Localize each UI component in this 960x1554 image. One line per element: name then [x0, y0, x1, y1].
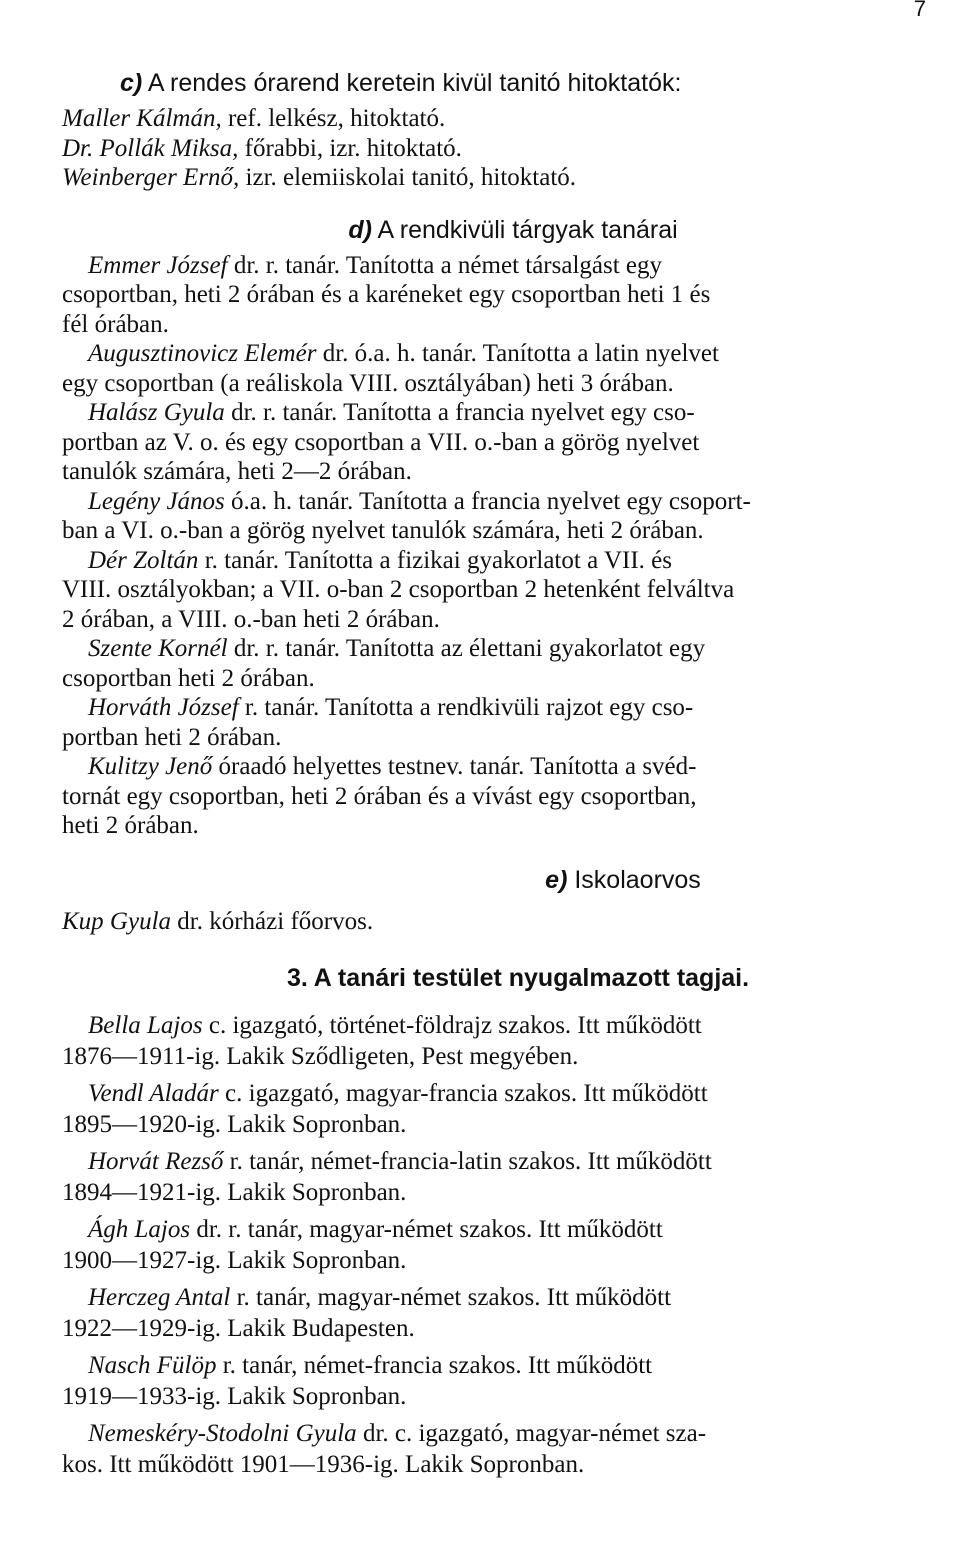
- teacher-name: Nemeskéry-Stodolni Gyula: [88, 1420, 357, 1447]
- section-c-list: [62, 104, 934, 193]
- teacher-name: Horvát Rezső: [88, 1148, 224, 1175]
- list-item: [62, 339, 934, 398]
- teacher-name: Ágh Lajos: [88, 1216, 191, 1243]
- entry-line: egy csoportban (a reáliskola VIII. osztályában) heti 3 órában.: [62, 369, 674, 397]
- entry-text: dr. r. tanár. Tanította a francia nyelvet egy cso-: [224, 399, 695, 426]
- entry-text: r. tanár. Tanította a rendkivüli rajzot egy cso-: [238, 694, 694, 721]
- list-item: [62, 752, 934, 841]
- teacher-name: Dér Zoltán: [88, 546, 199, 574]
- section-c-title: A rendes órarend keretein kivül tanitó hitoktatók:: [147, 69, 682, 97]
- entry-line: [62, 1214, 934, 1245]
- section-c-heading: [62, 62, 934, 104]
- entry-line: [62, 487, 934, 517]
- entry-line: [62, 1146, 934, 1177]
- list-item: [62, 134, 934, 164]
- entry-text: dr. r. tanár. Tanította a német társalgást egy: [227, 251, 663, 279]
- entry-text: dr. r. tanár, magyar-német szakos. Itt működött: [190, 1216, 663, 1243]
- entry-line: 1876—1911-ig. Lakik Sződligeten, Pest megyében.: [62, 1043, 579, 1070]
- list-item: [62, 1282, 934, 1344]
- list-item: [62, 1010, 934, 1072]
- entry-line: [62, 339, 934, 369]
- entry-line: kos. Itt működött 1901—1936-ig. Lakik Sopronban.: [62, 1451, 585, 1478]
- section-e-letter: e): [545, 865, 568, 894]
- entry-line: 1894—1921-ig. Lakik Sopronban.: [62, 1179, 407, 1206]
- entry-text: ó.a. h. tanár. Tanította a francia nyelvet egy csoport-: [224, 487, 751, 515]
- entry-text: ref. lelkész, hitoktató.: [221, 105, 446, 132]
- entry-line: [62, 1350, 934, 1381]
- entry-line: [62, 1078, 934, 1109]
- teacher-name: Maller Kálmán,: [62, 105, 222, 132]
- list-item: [62, 398, 934, 487]
- teacher-name: Vendl Aladár: [88, 1080, 219, 1107]
- section-3-title: 3. A tanári testület nyugalmazott tagjai.: [286, 964, 750, 992]
- entry-line: 1922—1929-ig. Lakik Budapesten.: [62, 1315, 415, 1342]
- entry-line: VIII. osztályokban; a VII. o-ban 2 csoportban 2 hetenként felváltva: [62, 576, 735, 603]
- entry-text: r. tanár, magyar-német szakos. Itt működött: [230, 1284, 672, 1311]
- section-c-letter: c): [120, 69, 143, 97]
- section-d-letter: d): [348, 215, 372, 244]
- entry-text: r. tanár, német-francia szakos. Itt működött: [216, 1352, 653, 1379]
- list-item: [62, 546, 934, 635]
- entry-line: csoportban, heti 2 órában és a karéneket egy csoportban heti 1 és: [62, 281, 711, 308]
- entry-text: r. tanár. Tanította a fizikai gyakorlatot a VII. és: [198, 546, 672, 574]
- entry-text: dr. kórházi főorvos.: [171, 907, 374, 935]
- entry-text: izr. elemiiskolai tanitó, hitoktató.: [239, 164, 577, 191]
- entry-line: [62, 693, 934, 723]
- entry-line: csoportban heti 2 órában.: [62, 664, 315, 692]
- teacher-name: Szente Kornél: [88, 635, 228, 662]
- list-item: [62, 487, 934, 546]
- entry-line: [62, 251, 934, 281]
- list-item: [62, 693, 934, 752]
- list-item: [62, 634, 934, 693]
- entry-line: ban a VI. o.-ban a görög nyelvet tanulók számára, heti 2 órában.: [62, 517, 704, 544]
- entry-line: 1900—1927-ig. Lakik Sopronban.: [62, 1247, 407, 1274]
- section-e-title: Iskolaorvos: [574, 865, 701, 894]
- teacher-name: Weinberger Ernő,: [62, 164, 240, 191]
- section-d-list: [62, 251, 934, 841]
- section-d-heading: [62, 209, 934, 251]
- entry-text: dr. c. igazgató, magyar-német sza-: [356, 1420, 707, 1447]
- teacher-name: Bella Lajos: [88, 1012, 203, 1039]
- doctor-name: Kup Gyula: [62, 907, 172, 935]
- entry-text: c. igazgató, magyar-francia szakos. Itt működött: [218, 1080, 708, 1107]
- entry-text: dr. r. tanár. Tanította az élettani gyakorlatot egy: [227, 635, 706, 662]
- entry-line: tornát egy csoportban, heti 2 órában és a vívást egy csoportban,: [62, 782, 697, 810]
- list-item: [62, 104, 934, 134]
- entry-text: r. tanár, német-francia-latin szakos. Itt működött: [223, 1148, 712, 1175]
- entry-line: portban heti 2 órában.: [62, 723, 282, 751]
- entry-line: [62, 1010, 934, 1041]
- entry-line: [62, 1418, 934, 1449]
- entry-line: fél órában.: [62, 310, 169, 338]
- entry-line: heti 2 órában.: [62, 812, 199, 839]
- section-e-heading: [62, 859, 934, 901]
- entry-line: [62, 546, 934, 576]
- entry-line: [62, 1282, 934, 1313]
- list-item: [62, 1214, 934, 1276]
- entry-text: óraadó helyettes testnev. tanár. Tanította a svéd-: [212, 753, 697, 780]
- page-number: 7: [913, 0, 926, 21]
- entry-text: c. igazgató, történet-földrajz szakos. Itt működött: [202, 1012, 702, 1039]
- teacher-name: Emmer József: [88, 251, 228, 279]
- teacher-name: Legény János: [88, 487, 225, 515]
- list-item: [62, 1418, 934, 1480]
- page-content: [0, 62, 940, 1486]
- teacher-name: Kulitzy Jenő: [88, 753, 213, 780]
- entry-line: 1895—1920-ig. Lakik Sopronban.: [62, 1111, 407, 1138]
- list-item: [62, 1350, 934, 1412]
- list-item: [62, 1146, 934, 1208]
- teacher-name: Herczeg Antal: [88, 1284, 231, 1311]
- teacher-name: Dr. Pollák Miksa,: [62, 134, 239, 162]
- entry-line: [62, 398, 934, 428]
- entry-line: 2 órában, a VIII. o.-ban heti 2 órában.: [62, 605, 440, 633]
- retired-staff-list: [62, 1010, 934, 1480]
- entry-text: dr. ó.a. h. tanár. Tanította a latin nyelvet: [316, 340, 719, 367]
- list-item: [62, 1078, 934, 1140]
- entry-line: [62, 752, 934, 782]
- section-d-title: A rendkivüli tárgyak tanárai: [377, 215, 678, 244]
- entry-text: főrabbi, izr. hitoktató.: [238, 134, 462, 162]
- list-item: [62, 251, 934, 340]
- entry-line: portban az V. o. és egy csoportban a VII. o.-ban a görög nyelvet: [62, 428, 700, 456]
- teacher-name: Halász Gyula: [88, 399, 225, 426]
- teacher-name: Augusztinovicz Elemér: [88, 340, 317, 367]
- list-item: [62, 907, 934, 937]
- list-item: [62, 163, 934, 193]
- teacher-name: Horváth József: [88, 694, 239, 721]
- entry-line: [62, 634, 934, 664]
- entry-line: tanulók számára, heti 2—2 órában.: [62, 458, 412, 485]
- entry-line: 1919—1933-ig. Lakik Sopronban.: [62, 1383, 407, 1410]
- teacher-name: Nasch Fülöp: [88, 1352, 217, 1379]
